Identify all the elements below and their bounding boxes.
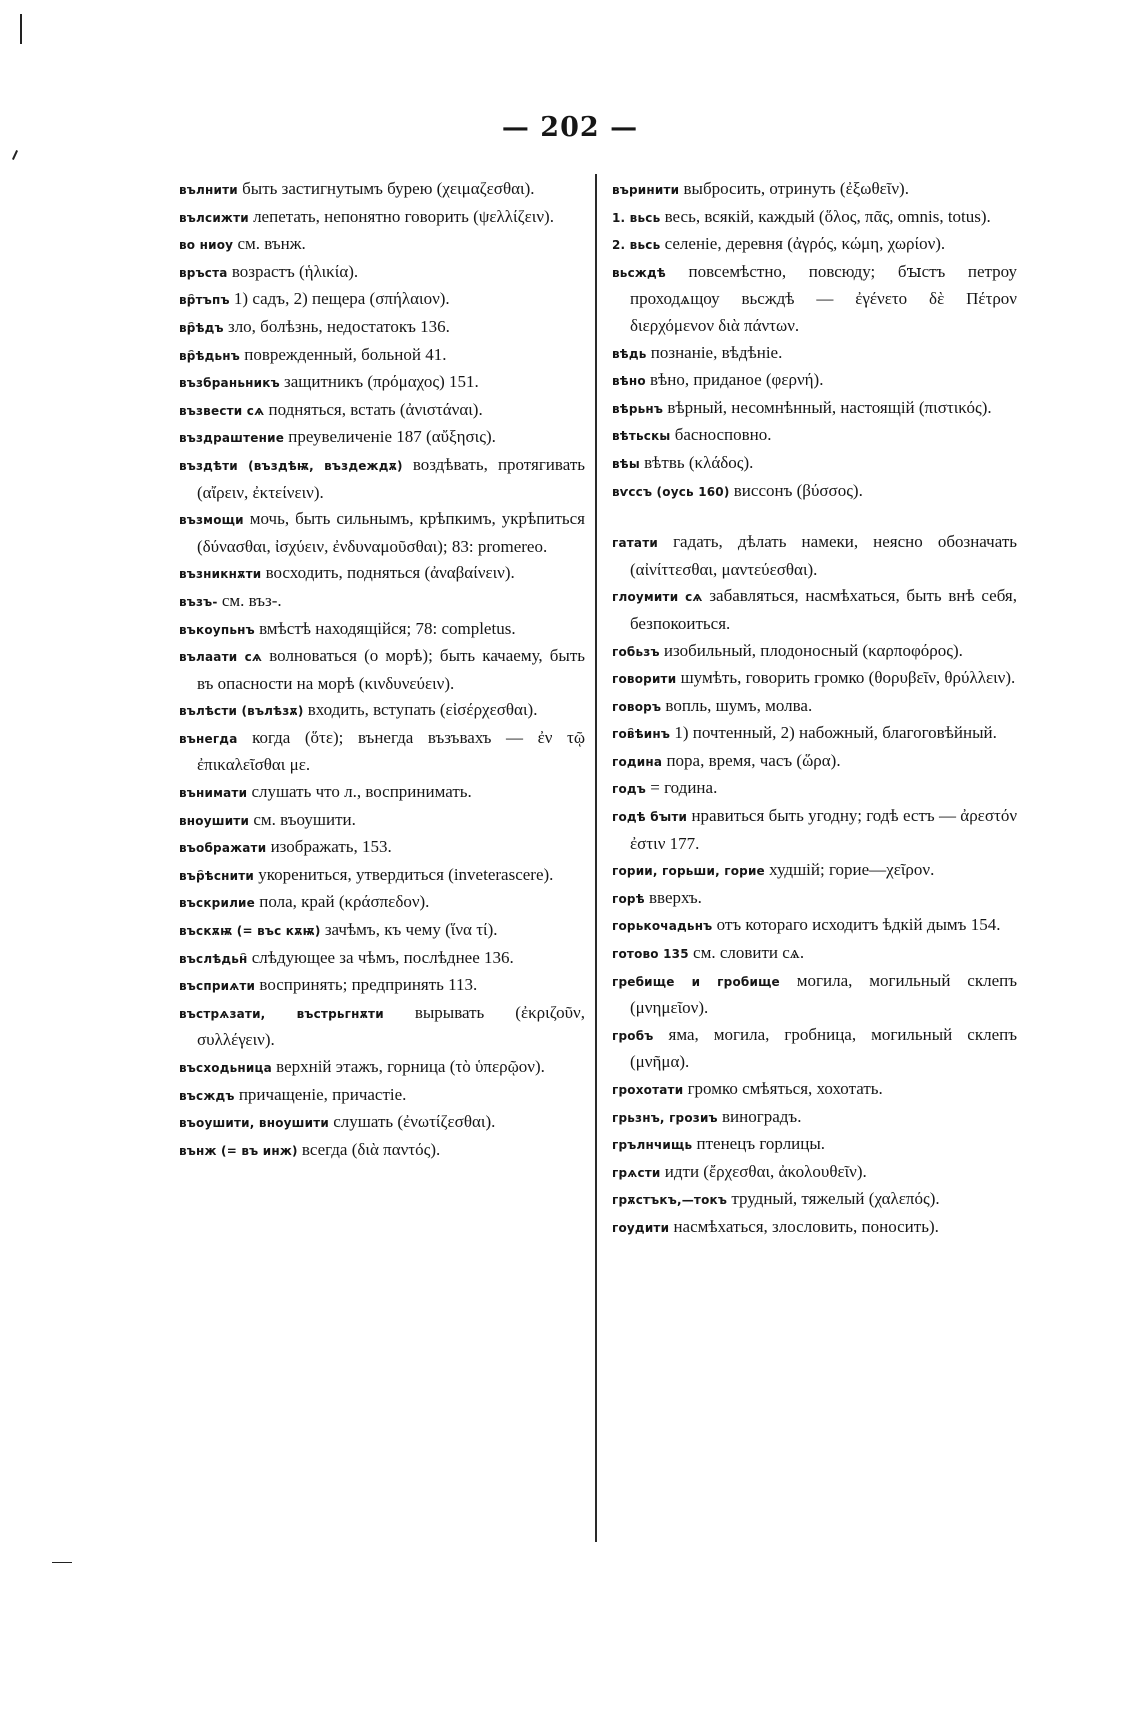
entry-definition: воздѣвать, протягивать (αἴρειν, ἐκτείνειν).	[197, 454, 585, 502]
entry-headword: грьзнъ, грозиъ	[612, 1110, 718, 1125]
entry-definition: зачѣмъ, къ чему (ἵνα τί).	[324, 920, 498, 940]
entry-headword: вълсижти	[179, 210, 249, 225]
entry-headword: вѣтьскы	[612, 429, 671, 444]
entry-headword: 2. вьсь	[612, 238, 661, 253]
entry-definition: мочь, быть сильнымъ, крѣпкимъ, укрѣпиться (δύνασθαι, ἰσχύειν, ἐνδυναμοῦσθαι); 83: promereo.	[197, 509, 586, 556]
entry-headword: горькочадьнъ	[612, 919, 713, 934]
dictionary-entry	[179, 945, 585, 973]
entry-headword: възникнѫти	[179, 567, 262, 582]
entry-definition: отъ котораго исходитъ ѣдкій дымъ 154.	[716, 915, 1001, 935]
entry-definition: нравиться быть угодну; годѣ естъ — ἀρεστόν ἐστιν 177.	[630, 806, 1018, 853]
dictionary-entry	[179, 834, 585, 862]
entry-headword: горѣ	[612, 891, 645, 906]
dictionary-entry	[612, 367, 1017, 395]
entry-definition: воспринять; предпринять 113.	[259, 975, 478, 995]
dictionary-entry	[612, 720, 1017, 748]
entry-definition: повсемѣстно, повсюду; бꙑстъ петроу проходѧщоу вьсждѣ — ἐγένετο δὲ Πέτρον διερχόμενον διὰ πάντων.	[630, 261, 1018, 335]
dictionary-entry	[612, 176, 1017, 204]
entry-headword: гов҄ѣинъ	[612, 727, 671, 742]
entry-definition: см. словити сѧ.	[693, 943, 805, 963]
entry-definition: = година.	[650, 778, 718, 798]
entry-definition: громко смѣяться, хохотать.	[687, 1079, 883, 1098]
dictionary-entry	[179, 259, 585, 287]
entry-headword: вълнити	[179, 183, 238, 197]
dictionary-entry	[612, 422, 1017, 450]
entry-headword: вр҄ѣдъ	[179, 320, 224, 335]
entry-headword: глоумити сѧ	[612, 590, 703, 605]
entry-definition: вѣтвь (κλάδος).	[644, 452, 754, 472]
dictionary-entry	[612, 259, 1017, 340]
column-divider	[595, 174, 597, 1542]
dictionary-entry	[179, 725, 585, 779]
entry-definition: возрастъ (ἡλικία).	[231, 261, 359, 281]
dictionary-entry	[179, 588, 585, 616]
entry-headword: въскрилие	[179, 896, 256, 911]
entry-headword: вълѣсти (вълѣзѫ)	[179, 704, 304, 719]
entry-definition: слушать (ἐνωτίζεσθαι).	[333, 1112, 496, 1132]
entry-definition: см. въз-.	[221, 590, 282, 610]
entry-definition: слѣдующее за чѣмъ, послѣднее 136.	[251, 947, 514, 967]
entry-headword: въображати	[179, 841, 267, 856]
entry-definition: басносповно.	[674, 425, 772, 445]
dictionary-entry	[179, 286, 585, 314]
entry-headword: въслѣдьн҄	[179, 951, 248, 966]
entry-headword: вѵссъ (оусь 160)	[612, 484, 730, 499]
entry-definition: трудный, тяжелый (χαλεπός).	[731, 1189, 940, 1209]
dictionary-entry	[612, 940, 1017, 968]
dictionary-entry	[612, 340, 1017, 368]
entry-definition: насмѣхаться, злословить, поносить).	[673, 1216, 939, 1236]
entry-headword: гребище и гробище	[612, 974, 780, 989]
dictionary-entry	[612, 1214, 1017, 1242]
dictionary-entry	[179, 1137, 585, 1165]
entry-definition: см. въоушити.	[253, 809, 356, 829]
entry-definition: яма, могила, гробница, могильный склепъ (μνῆμα).	[630, 1024, 1018, 1072]
entry-headword: 1. вьсь	[612, 210, 661, 225]
entry-headword: въскѫѭ (= въс кѫѭ)	[179, 924, 321, 939]
entry-definition: пора, время, часъ (ὥρα).	[666, 750, 841, 770]
entry-headword: вр҄ѣдьнъ	[179, 348, 241, 363]
dictionary-entry	[179, 917, 585, 945]
dictionary-entry	[179, 397, 585, 425]
dictionary-entry	[612, 1159, 1017, 1187]
entry-definition: когда (ὅτε); вънегда възъвахъ — ἐν τῷ ἐπικαλεῖσθαι με.	[197, 727, 586, 775]
entry-definition: вопль, шумъ, молва.	[665, 695, 813, 715]
entry-headword: гоудити	[612, 1220, 670, 1235]
dictionary-entry	[612, 857, 1017, 885]
entry-definition: птенецъ горлицы.	[696, 1134, 826, 1154]
dictionary-entry	[612, 968, 1017, 1022]
dictionary-entry	[612, 885, 1017, 913]
entry-headword: вър҄ѣснити	[179, 868, 255, 883]
dictionary-entry	[612, 231, 1017, 259]
dictionary-entry	[179, 342, 585, 370]
entry-definition: вѣно, приданое (φερνή).	[650, 370, 824, 390]
dictionary-entry	[179, 697, 585, 725]
entry-headword: вьсждѣ	[612, 265, 666, 280]
dictionary-entry	[179, 452, 585, 506]
dictionary-entry	[179, 1082, 585, 1110]
entry-definition: 1) садъ, 2) пещера (σπήλαιον).	[233, 289, 450, 309]
entry-definition: защитникъ (πρόμαχος) 151.	[284, 372, 479, 392]
entry-headword: въздѣти (въздѣѭ, въздеждѫ)	[179, 458, 403, 473]
dictionary-entry	[612, 1131, 1017, 1159]
entry-definition: весь, всякій, каждый (ὅλος, πᾶς, omnis, totus).	[664, 206, 991, 226]
entry-headword: вълаати сѧ	[179, 650, 263, 665]
dictionary-entry	[612, 478, 1017, 506]
entry-definition: лепетать, непонятно говорить (ψελλίζειν).	[253, 206, 554, 226]
entry-definition: слушать что л., воспринимать.	[251, 782, 472, 802]
entry-definition: идти (ἔρχεσθαι, ἀκολουθεῖν).	[664, 1161, 867, 1181]
entry-headword: грѫстъкъ,—токъ	[612, 1193, 728, 1208]
scan-mark	[20, 14, 22, 44]
dictionary-entry	[612, 638, 1017, 666]
entry-headword: говорити	[612, 672, 677, 687]
dictionary-entry	[179, 1109, 585, 1137]
entry-headword: грѧсти	[612, 1165, 661, 1180]
entry-definition: верхній этажъ, горница (τὸ ὑπερῷον).	[276, 1057, 545, 1076]
entry-headword: възвести сѧ	[179, 403, 265, 418]
entry-definition: вверхъ.	[648, 887, 702, 907]
entry-headword: годѣ бꙑти	[612, 810, 688, 825]
dictionary-entry	[179, 616, 585, 644]
entry-definition: всегда (διὰ παντός).	[301, 1139, 441, 1159]
dictionary-entry	[612, 775, 1017, 803]
dictionary-entry	[179, 560, 585, 588]
entry-definition: изобильный, плодоносный (καρποφόρος).	[663, 640, 963, 660]
scan-mark	[52, 1562, 72, 1563]
entry-definition: преувеличеніе 187 (αὔξησις).	[288, 427, 496, 447]
dictionary-entry	[612, 204, 1017, 232]
entry-headword: възмощи	[179, 513, 244, 528]
entry-definition: худшій; горие—χεῖρον.	[769, 860, 935, 880]
entry-definition: выбросить, отринуть (ἐξωθεῖν).	[683, 179, 909, 198]
dictionary-entry	[179, 779, 585, 807]
entry-headword: во ниоу	[179, 238, 234, 253]
dictionary-entry	[612, 693, 1017, 721]
entry-definition: входить, вступать (εἰσέρχεσθαι).	[307, 700, 538, 720]
dictionary-entry	[179, 889, 585, 917]
dictionary-entry	[179, 176, 585, 204]
entry-definition: причащеніе, причастіе.	[238, 1084, 407, 1104]
dictionary-entry	[612, 1022, 1017, 1076]
entry-headword: вѣы	[612, 456, 640, 471]
dictionary-entry	[612, 583, 1017, 637]
entry-headword: вънж (= въ инж)	[179, 1143, 298, 1158]
entry-headword: грохотати	[612, 1083, 684, 1097]
dictionary-entry	[179, 204, 585, 232]
entry-headword: гробъ	[612, 1028, 654, 1043]
dictionary-entry	[612, 803, 1017, 857]
dictionary-entry	[179, 643, 585, 697]
entry-headword: готово 135	[612, 947, 689, 962]
entry-definition: виноградъ.	[722, 1106, 802, 1126]
entry-definition: забавляться, насмѣхаться, быть внѣ себя, безпокоиться.	[630, 586, 1018, 633]
entry-definition: познаніе, вѣдѣніе.	[650, 342, 783, 362]
entry-headword: въсприѧти	[179, 979, 256, 994]
entry-headword: въстрѧзати, въстрьгнѫти	[179, 1006, 384, 1021]
entry-headword: гатати	[612, 536, 658, 551]
entry-headword: връста	[179, 265, 228, 280]
entry-headword: вѣно	[612, 374, 646, 389]
dictionary-entry	[179, 314, 585, 342]
entry-headword: вънимати	[179, 786, 248, 801]
entry-definition: восходить, подняться (ἀναβαίνειν).	[265, 563, 515, 583]
dictionary-entry	[179, 862, 585, 890]
page-number: — 202 —	[501, 112, 639, 143]
entry-definition: быть застигнутымъ бурею (χειμαζεσθαι).	[242, 179, 535, 198]
entry-headword: вѣрьнъ	[612, 401, 664, 416]
dictionary-entry	[179, 506, 585, 560]
entry-headword: вноушити	[179, 813, 250, 828]
entry-headword: възъ-	[179, 594, 218, 609]
entry-definition: виссонъ (βύσσος).	[733, 480, 863, 500]
right-column	[612, 176, 1017, 1242]
section-gap	[612, 505, 1017, 529]
entry-definition: зло, болѣзнь, недостатокъ 136.	[227, 316, 450, 336]
dictionary-entry	[179, 369, 585, 397]
dictionary-entry	[612, 395, 1017, 423]
entry-headword: годъ	[612, 782, 647, 797]
entry-headword: гобьзъ	[612, 644, 660, 659]
entry-definition: гадать, дѣлать намеки, неясно обозначать (αἰνίττεσθαι, μαντεύεσθαι).	[630, 532, 1018, 579]
entry-headword: въсждъ	[179, 1088, 235, 1103]
entry-headword: въздраштение	[179, 431, 285, 446]
entry-headword: възбраньникъ	[179, 376, 280, 391]
dictionary-entry	[612, 748, 1017, 776]
entry-definition: см. вънж.	[237, 234, 306, 254]
dictionary-entry	[612, 912, 1017, 940]
dictionary-entry	[612, 665, 1017, 693]
entry-definition: вырывать (ἐκριζοῦν, συλλέγειν).	[197, 1002, 585, 1050]
dictionary-entry	[179, 1054, 585, 1082]
entry-definition: вѣрный, несомнѣнный, настоящій (πιστικός).	[667, 397, 992, 417]
entry-definition: подняться, встать (ἀνιστάναι).	[268, 399, 483, 419]
entry-definition: волноваться (о морѣ); быть качаему, быть въ опасности на морѣ (κινδυνεύειν).	[197, 646, 586, 693]
entry-headword: грълнчищь	[612, 1138, 693, 1153]
entry-definition: могила, могильный склепъ (μνημεῖον).	[630, 970, 1018, 1018]
entry-definition: вмѣстѣ находящійся; 78: completus.	[259, 618, 516, 638]
entry-definition: селеніе, деревня (ἀγρός, κώμη, χωρίον).	[664, 234, 946, 254]
dictionary-entry	[612, 1076, 1017, 1104]
dictionary-entry	[179, 807, 585, 835]
dictionary-entry	[179, 972, 585, 1000]
scan-mark	[12, 150, 18, 160]
entry-headword: въоушити, вноушити	[179, 1116, 329, 1131]
entry-definition: укорениться, утвердиться (inveterascere).	[258, 864, 554, 884]
dictionary-entry	[612, 450, 1017, 478]
dictionary-entry	[612, 1104, 1017, 1132]
entry-headword: вѣдь	[612, 346, 647, 361]
entry-headword: въсходьница	[179, 1061, 272, 1075]
dictionary-entry	[179, 424, 585, 452]
entry-headword: въринити	[612, 183, 680, 197]
entry-headword: говоръ	[612, 699, 662, 714]
left-column	[179, 176, 585, 1164]
entry-headword: вр҄тъпъ	[179, 293, 230, 308]
entry-definition: 1) почтенный, 2) набожный, благоговѣйный.	[674, 723, 997, 743]
entry-headword: вънегда	[179, 731, 238, 746]
entry-definition: пола, край (κράσπεδον).	[259, 892, 430, 912]
entry-definition: поврежденный, больной 41.	[244, 344, 447, 364]
dictionary-entry	[612, 529, 1017, 583]
entry-definition: шумѣть, говорить громко (θορυβεῖν, θρύλλειν).	[680, 668, 1016, 688]
dictionary-entry	[612, 1186, 1017, 1214]
dictionary-entry	[179, 231, 585, 259]
dictionary-entry	[179, 1000, 585, 1054]
entry-headword: гории, горьши, горие	[612, 864, 765, 879]
entry-definition: изображать, 153.	[270, 837, 392, 857]
entry-headword: въкоупьнъ	[179, 622, 255, 637]
entry-headword: година	[612, 754, 663, 769]
